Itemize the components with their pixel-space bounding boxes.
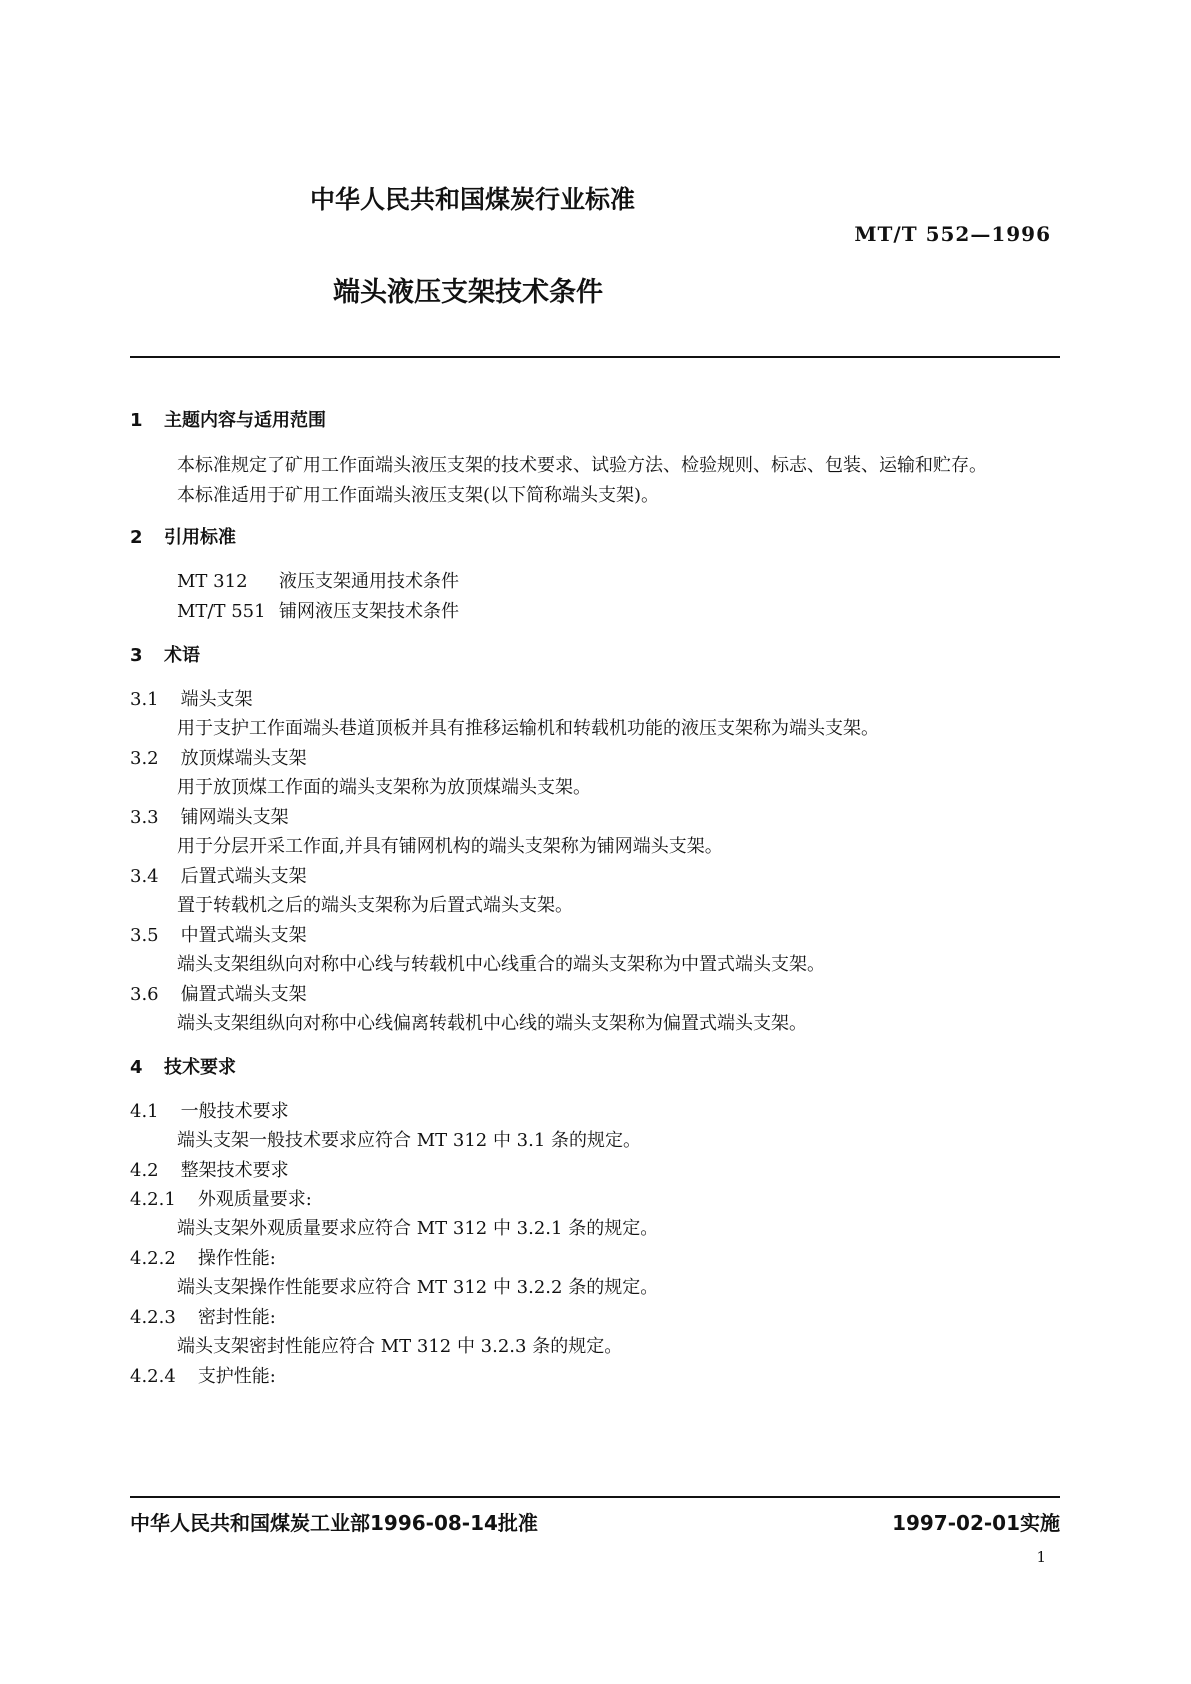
requirement-heading: 4.1 一般技术要求 (130, 1101, 289, 1122)
term-definition: 置于转载机之后的端头支架称为后置式端头支架。 (177, 895, 573, 916)
requirement-heading: 4.2.1 外观质量要求: (130, 1189, 312, 1210)
term-heading: 3.3 铺网端头支架 (130, 807, 289, 828)
reference-item: MT/T 551 铺网液压支架技术条件 (177, 601, 459, 622)
footer-rule (130, 1496, 1060, 1498)
standard-code: MT/T 552—1996 (854, 222, 1051, 246)
term-definition: 用于放顶煤工作面的端头支架称为放顶煤端头支架。 (177, 777, 591, 798)
section-2-heading: 2 引用标准 (130, 527, 236, 548)
reference-item: MT 312 液压支架通用技术条件 (177, 571, 459, 592)
section-3-heading: 3 术语 (130, 645, 200, 666)
document-title: 端头液压支架技术条件 (333, 277, 603, 308)
term-heading: 3.4 后置式端头支架 (130, 866, 307, 887)
requirement-heading: 4.2.2 操作性能: (130, 1248, 276, 1269)
term-heading: 3.1 端头支架 (130, 689, 253, 710)
term-heading: 3.5 中置式端头支架 (130, 925, 307, 946)
term-definition: 端头支架组纵向对称中心线偏离转载机中心线的端头支架称为偏置式端头支架。 (177, 1013, 807, 1034)
requirement-text: 端头支架外观质量要求应符合 MT 312 中 3.2.1 条的规定。 (177, 1218, 659, 1239)
page-number: 1 (1036, 1548, 1046, 1566)
effective-date: 1997-02-01实施 (892, 1511, 1060, 1535)
requirement-heading: 4.2.3 密封性能: (130, 1307, 276, 1328)
term-definition: 用于分层开采工作面,并具有铺网机构的端头支架称为铺网端头支架。 (177, 836, 723, 857)
approval-line: 中华人民共和国煤炭工业部1996-08-14批准 (130, 1511, 538, 1535)
term-heading: 3.2 放顶煤端头支架 (130, 748, 307, 769)
section-4-heading: 4 技术要求 (130, 1057, 236, 1078)
term-definition: 用于支护工作面端头巷道顶板并具有推移运输机和转载机功能的液压支架称为端头支架。 (177, 718, 879, 739)
issuing-org: 中华人民共和国煤炭行业标准 (310, 185, 636, 214)
section-1-heading: 1 主题内容与适用范围 (130, 410, 326, 431)
term-heading: 3.6 偏置式端头支架 (130, 984, 307, 1005)
section-1-para-2: 本标准适用于矿用工作面端头液压支架(以下简称端头支架)。 (177, 485, 660, 506)
term-definition: 端头支架组纵向对称中心线与转载机中心线重合的端头支架称为中置式端头支架。 (177, 954, 825, 975)
requirement-heading: 4.2 整架技术要求 (130, 1160, 289, 1181)
requirement-text: 端头支架操作性能要求应符合 MT 312 中 3.2.2 条的规定。 (177, 1277, 659, 1298)
requirement-text: 端头支架一般技术要求应符合 MT 312 中 3.1 条的规定。 (177, 1130, 642, 1151)
section-1-para-1: 本标准规定了矿用工作面端头液压支架的技术要求、试验方法、检验规则、标志、包装、运输和贮存。 (177, 455, 987, 476)
header-rule (130, 356, 1060, 358)
requirement-heading: 4.2.4 支护性能: (130, 1366, 276, 1387)
requirement-text: 端头支架密封性能应符合 MT 312 中 3.2.3 条的规定。 (177, 1336, 623, 1357)
